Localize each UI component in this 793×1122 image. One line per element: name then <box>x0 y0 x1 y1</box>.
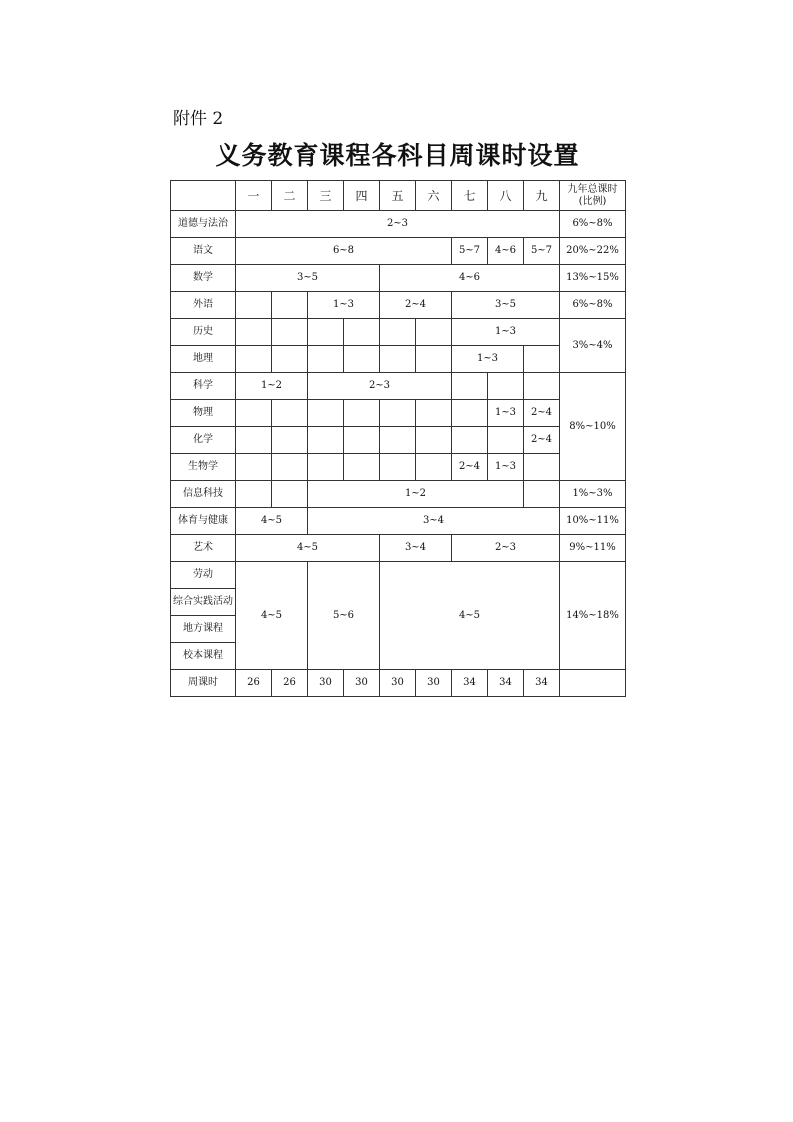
hours-cell: 1~3 <box>308 292 380 319</box>
subject-cell: 道德与法治 <box>171 211 236 238</box>
weekly-hours-cell: 34 <box>524 670 560 697</box>
grade-header: 五 <box>380 181 416 211</box>
hours-cell: 5~7 <box>452 238 488 265</box>
row-chinese <box>171 238 626 265</box>
hours-cell: 1~2 <box>308 481 524 508</box>
empty-cell <box>452 427 488 454</box>
total-cell: 1%~3% <box>560 481 626 508</box>
empty-cell <box>524 373 560 400</box>
subject-cell: 外语 <box>171 292 236 319</box>
subject-cell: 信息科技 <box>171 481 236 508</box>
row-physics <box>171 400 626 427</box>
grade-header: 二 <box>272 181 308 211</box>
hours-cell: 2~4 <box>380 292 452 319</box>
empty-cell <box>272 346 308 373</box>
row-chemistry <box>171 427 626 454</box>
row-foreign <box>171 292 626 319</box>
empty-cell <box>380 427 416 454</box>
hours-cell: 4~5 <box>236 562 308 670</box>
grade-header: 八 <box>488 181 524 211</box>
empty-cell <box>272 454 308 481</box>
weekly-hours-cell: 30 <box>344 670 380 697</box>
total-cell: 20%~22% <box>560 238 626 265</box>
total-cell: 14%~18% <box>560 562 626 670</box>
empty-cell <box>308 319 344 346</box>
subject-cell: 地方课程 <box>171 616 236 643</box>
hours-cell: 2~3 <box>308 373 452 400</box>
empty-cell <box>236 292 272 319</box>
row-history <box>171 319 626 346</box>
empty-cell <box>524 481 560 508</box>
hours-cell: 2~3 <box>452 535 560 562</box>
row-science <box>171 373 626 400</box>
empty-cell <box>272 319 308 346</box>
subject-cell: 历史 <box>171 319 236 346</box>
weekly-hours-cell: 30 <box>380 670 416 697</box>
empty-cell <box>524 454 560 481</box>
empty-cell <box>236 454 272 481</box>
weekly-hours-cell: 34 <box>452 670 488 697</box>
grade-header: 六 <box>416 181 452 211</box>
empty-cell <box>524 346 560 373</box>
hours-cell: 2~3 <box>236 211 560 238</box>
hours-cell: 4~6 <box>380 265 560 292</box>
grade-header: 九 <box>524 181 560 211</box>
hours-cell: 1~3 <box>452 319 560 346</box>
hours-cell: 5~7 <box>524 238 560 265</box>
hours-cell: 1~3 <box>452 346 524 373</box>
subject-cell: 科学 <box>171 373 236 400</box>
total-cell: 9%~11% <box>560 535 626 562</box>
empty-cell <box>308 454 344 481</box>
row-biology <box>171 454 626 481</box>
hours-cell: 1~3 <box>488 400 524 427</box>
corner-cell <box>171 181 236 211</box>
header-row <box>171 181 626 211</box>
row-it <box>171 481 626 508</box>
subject-cell: 艺术 <box>171 535 236 562</box>
empty-cell <box>452 400 488 427</box>
empty-cell <box>344 400 380 427</box>
hours-cell: 3~5 <box>236 265 380 292</box>
empty-cell <box>452 373 488 400</box>
empty-cell <box>308 400 344 427</box>
empty-cell <box>488 373 524 400</box>
hours-cell: 2~4 <box>452 454 488 481</box>
row-labor <box>171 562 626 589</box>
row-weekly <box>171 670 626 697</box>
row-geography <box>171 346 626 373</box>
empty-cell <box>380 346 416 373</box>
empty-cell <box>416 346 452 373</box>
subject-cell: 生物学 <box>171 454 236 481</box>
total-cell: 8%~10% <box>560 373 626 481</box>
subject-cell: 物理 <box>171 400 236 427</box>
page-title: 义务教育课程各科目周课时设置 <box>215 141 580 170</box>
hours-cell: 3~4 <box>308 508 560 535</box>
hours-cell: 1~2 <box>236 373 308 400</box>
empty-cell <box>236 427 272 454</box>
empty-cell <box>236 481 272 508</box>
grade-header: 四 <box>344 181 380 211</box>
hours-cell: 3~4 <box>380 535 452 562</box>
subject-cell: 劳动 <box>171 562 236 589</box>
row-pe <box>171 508 626 535</box>
empty-cell <box>344 454 380 481</box>
hours-cell: 1~3 <box>488 454 524 481</box>
empty-cell <box>236 400 272 427</box>
row-math <box>171 265 626 292</box>
curriculum-table <box>170 180 626 697</box>
total-cell: 10%~11% <box>560 508 626 535</box>
empty-cell <box>416 427 452 454</box>
hours-cell: 2~4 <box>524 400 560 427</box>
empty-cell <box>416 319 452 346</box>
total-header <box>560 181 626 211</box>
empty-cell <box>236 319 272 346</box>
grade-header: 七 <box>452 181 488 211</box>
hours-cell: 3~5 <box>452 292 560 319</box>
empty-cell <box>416 400 452 427</box>
row-art <box>171 535 626 562</box>
empty-cell <box>488 427 524 454</box>
subject-cell: 体育与健康 <box>171 508 236 535</box>
empty-cell <box>272 292 308 319</box>
empty-cell <box>416 454 452 481</box>
empty-cell <box>344 346 380 373</box>
subject-cell: 综合实践活动 <box>171 589 236 616</box>
empty-cell <box>272 481 308 508</box>
hours-cell: 4~6 <box>488 238 524 265</box>
subject-cell: 地理 <box>171 346 236 373</box>
subject-cell: 化学 <box>171 427 236 454</box>
grade-header: 三 <box>308 181 344 211</box>
hours-cell: 6~8 <box>236 238 452 265</box>
subject-cell: 语文 <box>171 238 236 265</box>
empty-cell <box>272 400 308 427</box>
weekly-hours-cell: 30 <box>308 670 344 697</box>
empty-cell <box>380 400 416 427</box>
weekly-hours-cell: 30 <box>416 670 452 697</box>
empty-cell <box>308 427 344 454</box>
empty-cell <box>272 427 308 454</box>
hours-cell: 2~4 <box>524 427 560 454</box>
total-cell: 6%~8% <box>560 292 626 319</box>
attachment-label: 附件 2 <box>173 109 224 129</box>
total-cell: 13%~15% <box>560 265 626 292</box>
hours-cell: 4~5 <box>380 562 560 670</box>
hours-cell: 5~6 <box>308 562 380 670</box>
empty-cell <box>380 454 416 481</box>
empty-cell <box>560 670 626 697</box>
grade-header: 一 <box>236 181 272 211</box>
total-header-line2: (比例) <box>578 195 607 207</box>
empty-cell <box>344 319 380 346</box>
total-cell: 6%~8% <box>560 211 626 238</box>
subject-cell: 校本课程 <box>171 643 236 670</box>
weekly-hours-cell: 34 <box>488 670 524 697</box>
subject-cell: 数学 <box>171 265 236 292</box>
hours-cell: 4~5 <box>236 508 308 535</box>
empty-cell <box>308 346 344 373</box>
total-header-line1: 九年总课时 <box>567 183 618 195</box>
hours-cell: 4~5 <box>236 535 380 562</box>
weekly-hours-cell: 26 <box>272 670 308 697</box>
total-cell: 3%~4% <box>560 319 626 373</box>
subject-cell: 周课时 <box>171 670 236 697</box>
empty-cell <box>236 346 272 373</box>
empty-cell <box>380 319 416 346</box>
weekly-hours-cell: 26 <box>236 670 272 697</box>
empty-cell <box>344 427 380 454</box>
row-moral <box>171 211 626 238</box>
